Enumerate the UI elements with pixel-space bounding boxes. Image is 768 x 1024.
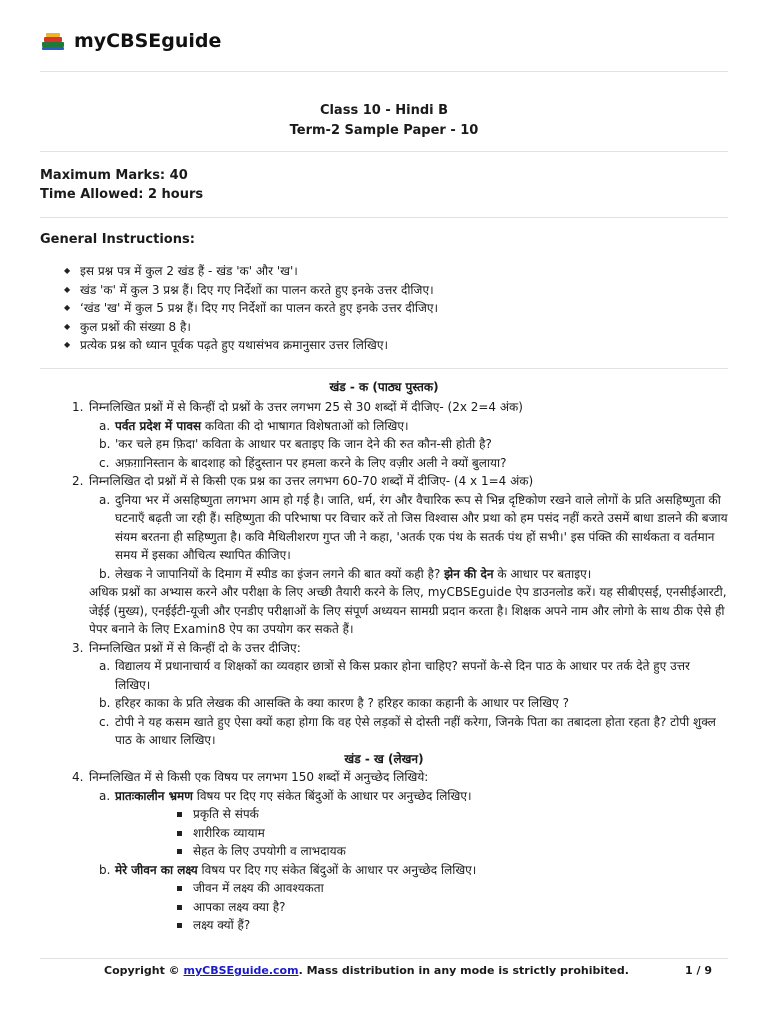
books-logo-icon <box>40 30 66 52</box>
hint-point: आपका लक्ष्य क्या है? <box>40 898 728 917</box>
topic-bold: पर्वत प्रदेश में पावस <box>115 418 202 433</box>
sub-text: टोपी ने यह कसम खाते हुए ऐसा क्यों कहा होगा कि वह ऐसे लड़कों से दोस्ती नहीं करेगा, जिनके पिता का तबादला होता रहता है? टोपी शुक्ल पाठ के आधार लिखिए। <box>115 714 716 747</box>
instruction-item: ◆ इस प्रश्न पत्र में कुल 2 खंड हैं - खंड 'क' और 'ख'। <box>64 262 438 281</box>
question-1 <box>40 398 728 417</box>
footer-divider <box>40 958 728 959</box>
meta-divider <box>40 217 728 218</box>
question-number: 1. <box>72 400 84 414</box>
hint-point: जीवन में लक्ष्य की आवश्यकता <box>40 879 728 898</box>
question-number: 2. <box>72 474 84 488</box>
question-text: निम्नलिखित दो प्रश्नों में से किसी एक प्रश्न का उत्तर लगभग 60-70 शब्दों में दीजिए- (4 x 1=4 अंक) <box>89 474 534 488</box>
page-number: 1 / 9 <box>685 964 712 977</box>
question-4a <box>40 787 728 806</box>
question-3a <box>40 657 728 694</box>
sub-text: लेखक ने जापानियों के दिमाग में स्पीड का इंजन लगने की बात क्यों कही है? <box>115 566 445 581</box>
sub-label: c. <box>99 714 110 729</box>
copyright-prefix: Copyright © <box>104 964 184 977</box>
maximum-marks: Maximum Marks: 40 <box>40 168 188 183</box>
sub-label: a. <box>99 788 111 803</box>
paper-term-title: Term-2 Sample Paper - 10 <box>289 123 479 138</box>
question-3b <box>40 694 728 713</box>
hint-point: सेहत के लिए उपयोगी व लाभदायक <box>40 842 728 861</box>
sub-label: b. <box>99 862 111 877</box>
question-2 <box>40 472 728 491</box>
instruction-item: ◆ ‘खंड 'ख' में कुल 5 प्रश्न हैं। दिए गए निर्देशों का पालन करते हुए इनके उत्तर दीजिए। <box>64 299 438 318</box>
sub-text: दुनिया भर में असहिष्णुता लगभग आम हो गई है। जाति, धर्म, रंग और वैचारिक रूप से भिन्न दृष्टिकोण रखने वाले लोगों के प्रति असहिष्णुता की घटनाएँ बढ़ती जा रही हैं। सहिष्णुता की परिभाषा पर विचार करें तो जिस विश्वास और प्रथा को हम पसंद नहीं करते उसमें बाधा डालने की बजाय संयम बरतना ही सहिष्णुता है। कवि मैथिलीशरण गुप्त जी ने कहा, 'अतर्क एक पंथ के सतर्क पंथ हों सभी।' इस पंक्ति की सार्थकता व वर्तमान समय में इसका औचित्य स्थापित कीजिए। <box>115 492 728 562</box>
instruction-item: ◆ खंड 'क' में कुल 3 प्रश्न हैं। दिए गए निर्देशों का पालन करते हुए इनके उत्तर दीजिए। <box>64 281 438 300</box>
brand-header <box>40 26 221 56</box>
sub-text: हरिहर काका के प्रति लेखक की आसक्ति के क्या कारण है ? हरिहर काका कहानी के आधार पर लिखिए ? <box>115 696 569 710</box>
question-number: 4. <box>72 770 84 784</box>
question-number: 3. <box>72 640 84 655</box>
copyright-notice <box>104 964 629 977</box>
sub-text: विषय पर दिए गए संकेत बिंदुओं के आधार पर अनुच्छेद लिखिए। <box>192 788 472 803</box>
topic-bold: झेन की देन <box>444 566 494 581</box>
sub-label: c. <box>99 455 110 470</box>
instructions-heading: General Instructions: <box>40 232 195 247</box>
sub-text: विद्यालय में प्रधानाचार्य व शिक्षकों का व्यवहार छात्रों से किस प्रकार होना चाहिए? सपनों के-से दिन पाठ के आधार पर तर्क देते हुए उत्तर लिखिए। <box>115 659 690 692</box>
title-divider <box>40 151 728 152</box>
instructions-list <box>64 262 438 355</box>
copyright-suffix: . Mass distribution in any mode is strictly prohibited. <box>298 964 629 977</box>
promo-paragraph: अधिक प्रश्नों का अभ्यास करने और परीक्षा के लिए अच्छी तैयारी करने के लिए, myCBSEguide ऐप डाउनलोड करें। यह सीबीएसई, एनसीईआरटी, जेईई (मुख्य), एनईईटी-यूजी और एनडीए परीक्षाओं के लिए संपूर्ण अध्ययन सामग्री प्रदान करता है। शिक्षक अपने नाम और लोगो के साथ ठीक ऐसे ही पेपर बनाने के लिए Examin8 ऐप का उपयोग कर सकते हैं। <box>89 585 727 636</box>
site-link[interactable]: myCBSEguide.com <box>183 964 299 977</box>
hint-point: लक्ष्य क्यों हैं? <box>40 916 728 935</box>
brand-name[interactable]: myCBSEguide <box>74 30 222 52</box>
question-4 <box>40 768 728 787</box>
question-text: निम्नलिखित में से किसी एक विषय पर लगभग 150 शब्दों में अनुच्छेद लिखिये: <box>89 770 429 784</box>
question-1b <box>40 435 728 454</box>
question-text: निम्नलिखित प्रश्नों में से किन्हीं दो प्रश्नों के उत्तर लगभग 25 से 30 शब्दों में दीजिए- (2x 2=4 अंक) <box>89 400 523 414</box>
topic-bold: प्रातःकालीन भ्रमण <box>115 788 193 803</box>
sub-text: कविता की दो भाषागत विशेषताओं को लिखिए। <box>201 418 409 433</box>
question-2a <box>40 491 728 565</box>
question-text: निम्नलिखित प्रश्नों में से किन्हीं दो के उत्तर दीजिए: <box>89 640 301 655</box>
sub-text: के आधार पर बताइए। <box>493 566 592 581</box>
instruction-item: ◆ प्रत्येक प्रश्न को ध्यान पूर्वक पढ़ते हुए यथासंभव क्रमानुसार उत्तर लिखिए। <box>64 336 438 355</box>
sub-label: a. <box>99 492 111 507</box>
sub-text: 'कर चले हम फ़िदा' कविता के आधार पर बताइए कि जान देने की रुत कौन-सी होती है? <box>115 437 492 451</box>
question-1a <box>40 417 728 436</box>
instruction-item: ◆ कुल प्रश्नों की संख्या 8 है। <box>64 318 438 337</box>
section-a-heading: खंड - क (पाठ्य पुस्तक) <box>329 380 439 394</box>
sub-label: b. <box>99 566 111 581</box>
sub-label: b. <box>99 437 111 451</box>
questions-content <box>40 398 728 935</box>
time-allowed: Time Allowed: 2 hours <box>40 187 204 202</box>
question-3 <box>40 639 728 658</box>
hint-point: प्रकृति से संपर्क <box>40 805 728 824</box>
question-4b <box>40 861 728 880</box>
section-b-heading: खंड - ख (लेखन) <box>344 751 424 766</box>
topic-bold: मेरे जीवन का लक्ष्य <box>115 862 198 877</box>
header-divider <box>40 71 728 72</box>
sub-label: a. <box>99 659 111 673</box>
instructions-divider <box>40 368 728 369</box>
question-3c <box>40 713 728 750</box>
sub-text: अफ़ग़ानिस्तान के बादशाह को हिंदुस्तान पर हमला करने के लिए वज़ीर अली ने क्यों बुलाया? <box>115 455 507 470</box>
hint-point: शारीरिक व्यायाम <box>40 824 728 843</box>
question-2b <box>40 565 728 584</box>
sub-label: a. <box>99 418 111 433</box>
sub-text: विषय पर दिए गए संकेत बिंदुओं के आधार पर अनुच्छेद लिखिए। <box>197 862 477 877</box>
question-1c <box>40 454 728 473</box>
sub-label: b. <box>99 696 111 710</box>
paper-class-title: Class 10 - Hindi B <box>319 103 449 118</box>
